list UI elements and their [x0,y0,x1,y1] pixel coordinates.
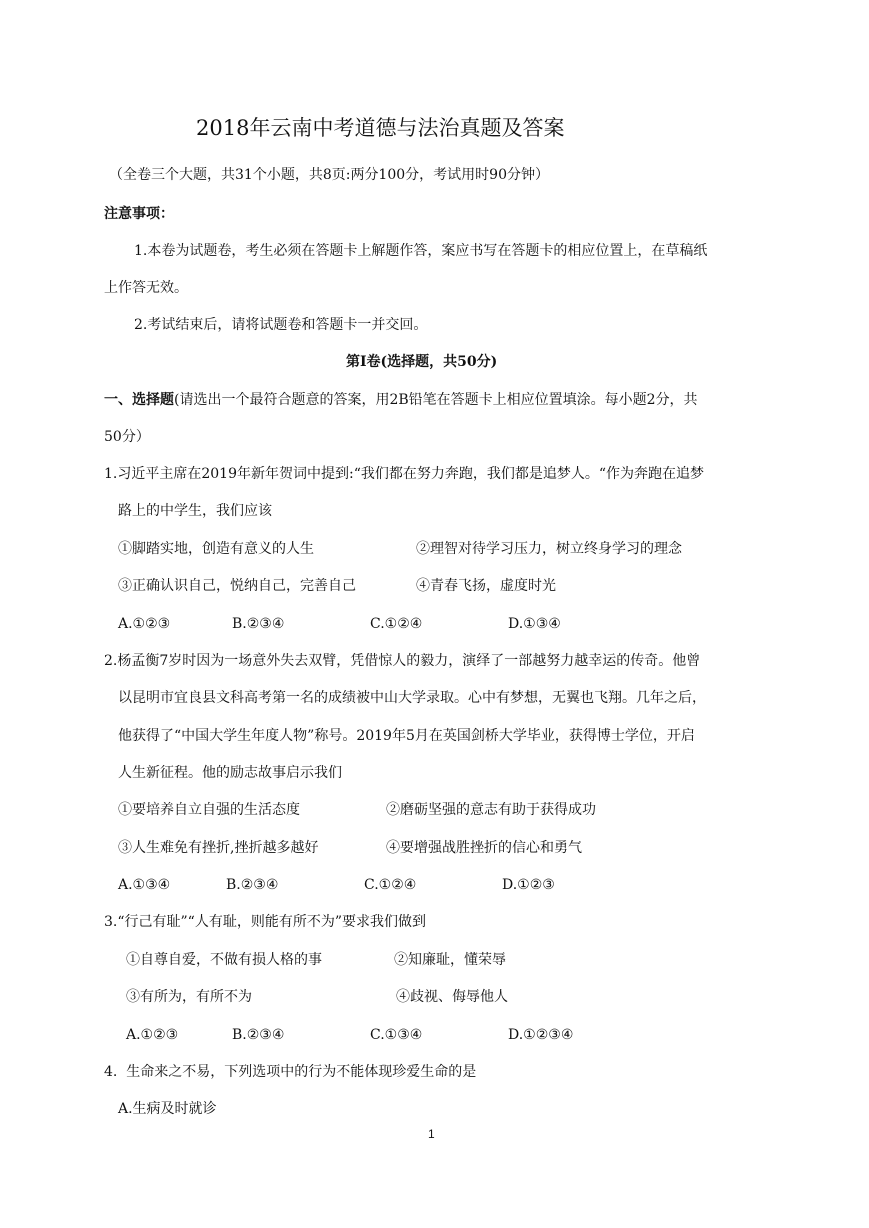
q2-choice-c: C.①②④ [364,877,417,893]
q3-statement-1: ①自尊自爱，不做有损人格的事 [126,952,322,968]
notice-item-2: 2.考试结束后，请将试题卷和答题卡一并交回。 [134,317,428,333]
q3-statement-2: ②知廉耻，懂荣辱 [394,952,506,968]
q1-statement-3: ③正确认识自己，悦纳自己，完善自己 [118,578,356,594]
q2-statement-3: ③人生难免有挫折,挫折越多越好 [118,840,319,856]
q2-choice-b: B.②③④ [226,877,279,893]
q3-choice-d: D.①②③④ [508,1027,574,1043]
q3-statement-4: ④歧视、侮辱他人 [396,989,508,1005]
q3-choice-a: A.①②③ [126,1027,179,1043]
q2-stem-cont-2: 他获得了“中国大学生年度人物”称号。2019年5月在英国剑桥大学毕业，获得博士学位，开启 [118,728,695,744]
q4-choice-a: A.生病及时就诊 [118,1101,217,1117]
q2-choice-d: D.①②③ [502,877,555,893]
section-one-instructions: (请选出一个最符合题意的答案，用2B铅笔在答题卡上相应位置填涂。每小题2分，共 [174,392,698,408]
q1-choice-c: C.①②④ [370,616,423,632]
part-one-title: 第Ⅰ卷(选择题，共50分) [346,354,498,370]
q2-statement-1: ①要培养自立自强的生活态度 [118,802,300,818]
q1-statement-1: ①脚踏实地，创造有意义的人生 [118,541,314,557]
q2-stem-cont-1: 以昆明市宜良县文科高考第一名的成绩被中山大学录取。心中有梦想，无翼也飞翔。几年之后， [118,690,706,706]
q2-stem-cont-3: 人生新征程。他的励志故事启示我们 [118,765,342,781]
q2-statement-2: ②磨砺坚强的意志有助于获得成功 [386,802,596,818]
page-number: 1 [428,1127,435,1141]
section-one-heading-cont: 50分） [104,429,150,445]
q2-stem: 2.杨孟衡7岁时因为一场意外失去双臂，凭借惊人的毅力，演绎了一部越努力越幸运的传奇。他曾 [104,653,701,669]
q4-stem: 4. 生命来之不易，下列选项中的行为不能体现珍爱生命的是 [104,1064,477,1080]
notice-heading: 注意事项： [104,206,174,222]
q3-choice-b: B.②③④ [232,1027,285,1043]
q1-stem-cont: 路上的中学生，我们应该 [118,503,272,519]
notice-item-1-cont: 上作答无效。 [104,280,188,296]
q1-choice-b: B.②③④ [232,616,285,632]
q1-choice-a: A.①②③ [118,616,171,632]
q1-choice-d: D.①③④ [508,616,561,632]
section-one-label: 一、选择题 [104,392,174,408]
q1-statement-2: ②理智对待学习压力，树立终身学习的理念 [416,541,682,557]
q3-choice-c: C.①③④ [370,1027,423,1043]
q3-stem: 3.“行己有耻”“人有耻，则能有所不为”要求我们做到 [104,914,426,930]
q1-stem: 1.习近平主席在2019年新年贺词中提到:“我们都在努力奔跑，我们都是追梦人。“作为奔跑在追梦 [104,466,705,482]
q2-statement-4: ④要增强战胜挫折的信心和勇气 [386,840,582,856]
q3-statement-3: ③有所为，有所不为 [126,989,252,1005]
section-one-heading [104,390,698,410]
q2-choice-a: A.①③④ [118,877,171,893]
q1-statement-4: ④青春飞扬，虚度时光 [416,578,556,594]
exam-info: （全卷三个大题，共31个小题，共8页:两分100分，考试用时90分钟） [109,167,549,183]
document-title: 2018年云南中考道德与法治真题及答案 [196,116,565,140]
notice-item-1: 1.本卷为试题卷，考生必须在答题卡上解题作答，案应书写在答题卡的相应位置上，在草稿纸 [134,243,708,259]
